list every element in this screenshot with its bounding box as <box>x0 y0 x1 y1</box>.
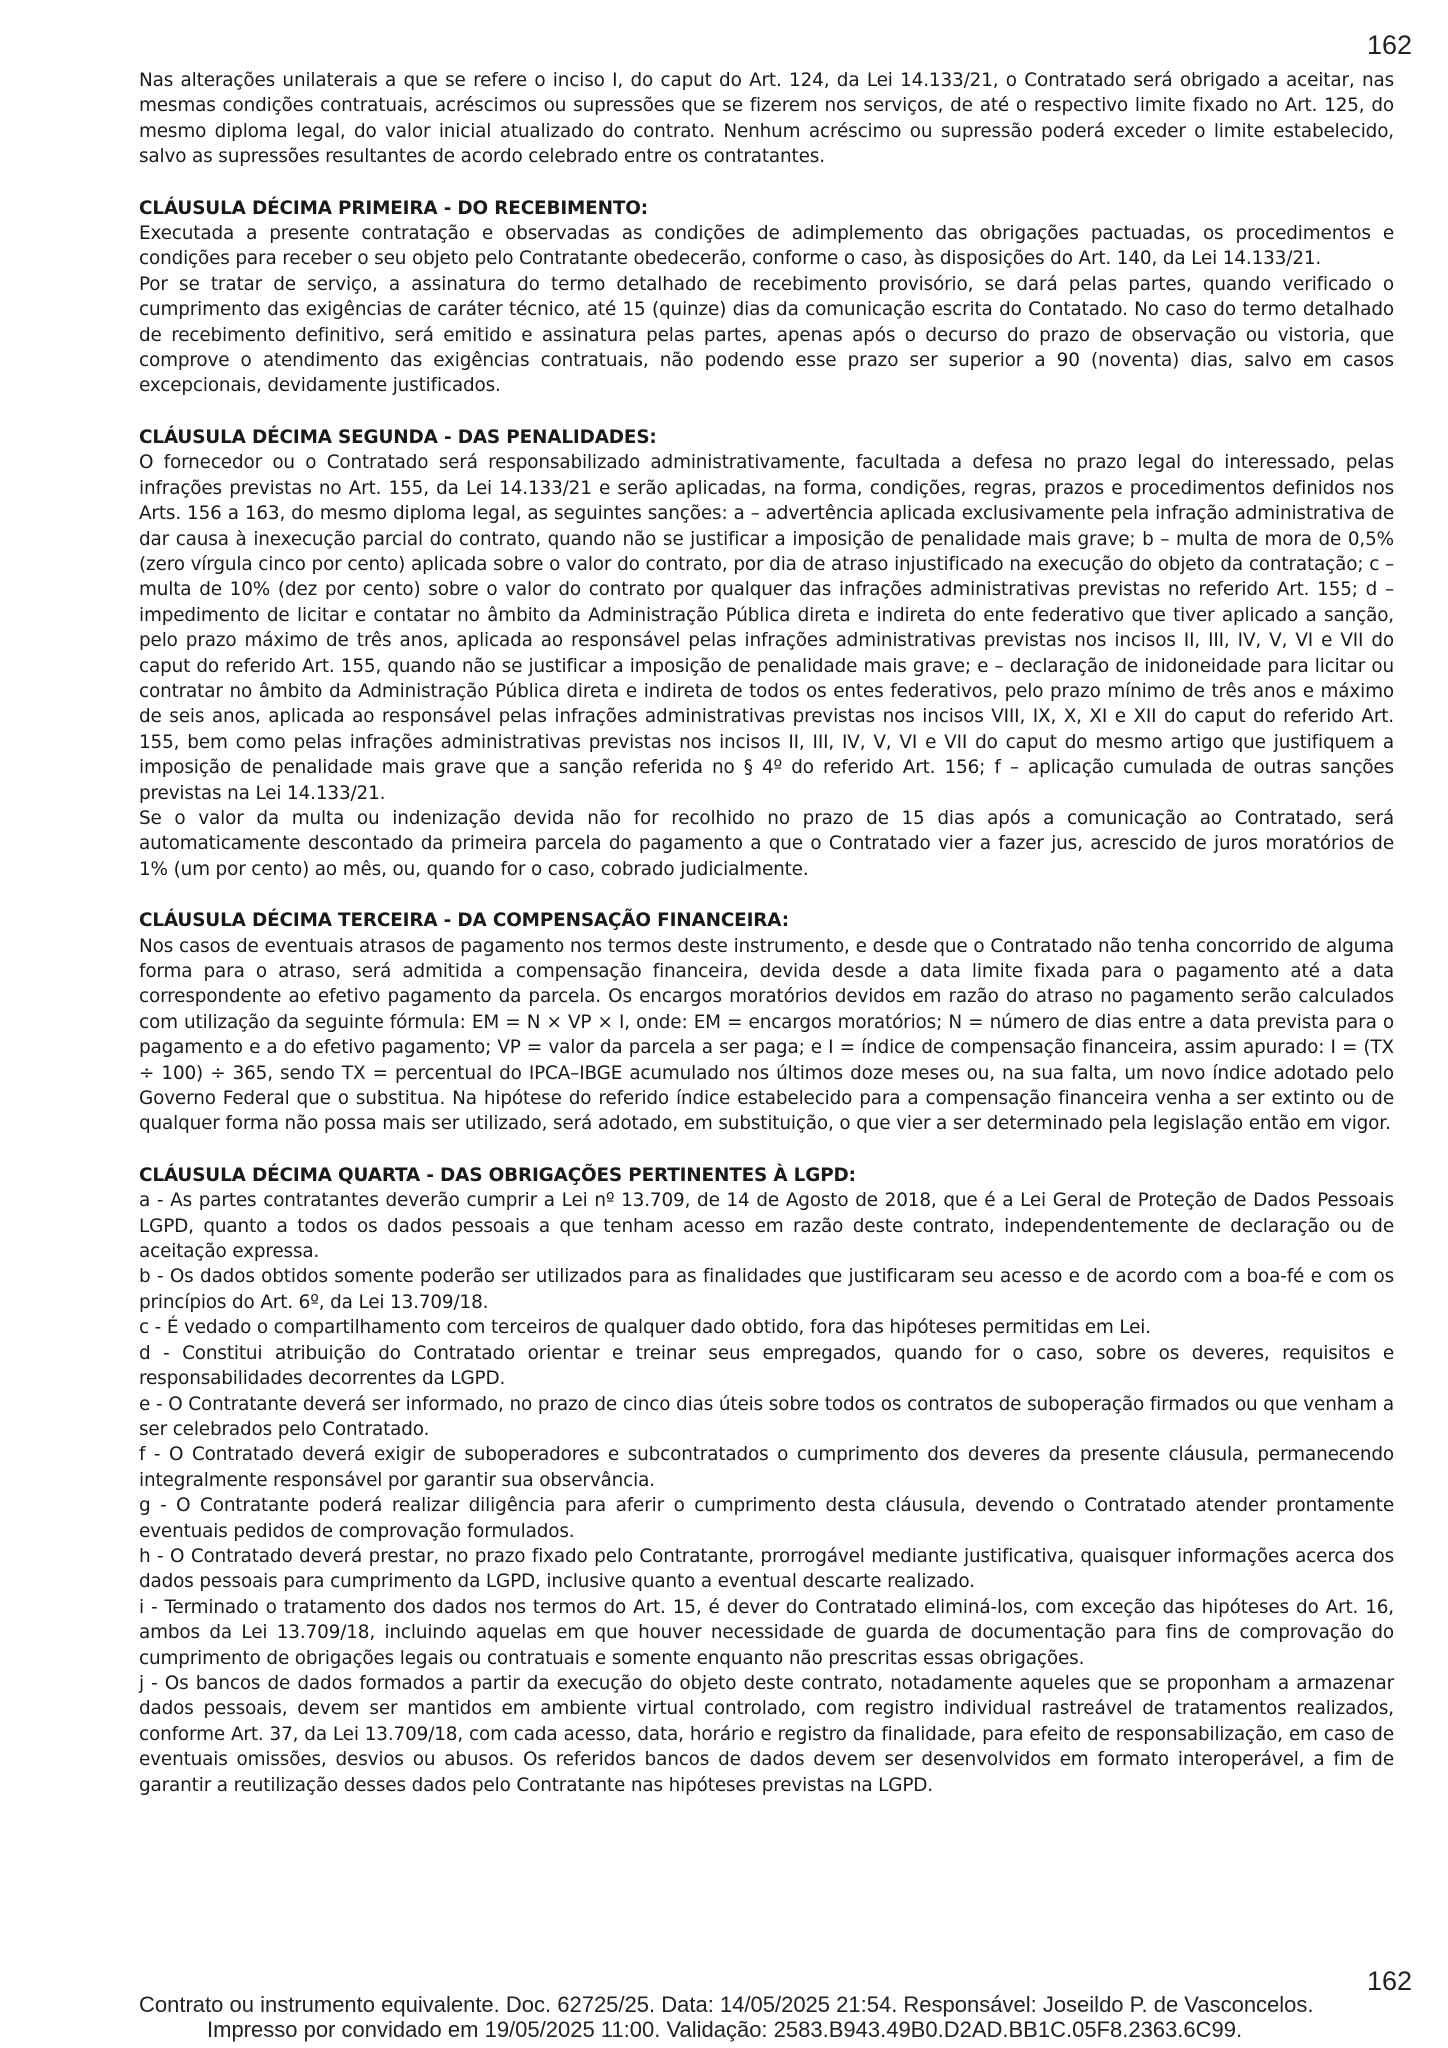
list-item: e - O Contratante deverá ser informado, no prazo de cinco dias úteis sobre todos os contratos de suboperação firmados ou que venham a ser celebrados pelo Contratado. <box>139 1393 1394 1440</box>
footer-validation-info: Impresso por convidado em 19/05/2025 11:00. Validação: 2583.B943.49B0.D2AD.BB1C.05F8.2363.6C99. <box>207 2017 1243 2042</box>
page-number-top: 162 <box>1366 30 1412 60</box>
list-item: a - As partes contratantes deverão cumprir a Lei nº 13.709, de 14 de Agosto de 2018, que é a Lei Geral de Proteção de Dados Pessoais LGPD, quanto a todos os dados pessoais a que tenham acesso em razão deste contrato, independentemente de declaração ou de aceitação expressa. <box>139 1190 1394 1263</box>
section-paragraph: Nos casos de eventuais atrasos de pagamento nos termos deste instrumento, e desde que o Contratado não tenha concorrido de alguma forma para o atraso, será admitida a compensação financeira, devida desde a data limite fixada para o pagamento até a data correspondente ao efetivo pagamento da parcela. Os encargos moratórios devidos em razão do atraso no pagamento serão calculados com utilização da seguinte fórmula: EM = N × VP × I, onde: EM = encargos moratórios; N = número de dias entre a data prevista para o pagamento e a do efetivo pagamento; VP = valor da parcela a ser paga; e I = índice de compensação financeira, assim apurado: I = (TX ÷ 100) ÷ 365, sendo TX = percentual do IPCA–IBGE acumulado nos últimos doze meses ou, na sua falta, um novo índice adotado pelo Governo Federal que o substitua. Na hipótese do referido índice estabelecido para a compensação financeira venha a ser extinto ou de qualquer forma não possa mais ser utilizado, será adotado, em substituição, o que vier a ser determinado pela legislação então em vigor. <box>139 935 1394 1135</box>
section-heading: CLÁUSULA DÉCIMA QUARTA - DAS OBRIGAÇÕES PERTINENTES À LGPD: <box>139 1164 856 1186</box>
section-paragraph: Se o valor da multa ou indenização devida não for recolhido no prazo de 15 dias após a comunicação ao Contratado, será automaticamente descontado da primeira parcela do pagamento a que o Contratado vier a fazer jus, acrescido de juros moratórios de 1% (um por cento) ao mês, ou, quando for o caso, cobrado judicialmente. <box>139 807 1394 880</box>
section-paragraph: Por se tratar de serviço, a assinatura do termo detalhado de recebimento provisório, se dará pelas partes, quando verificado o cumprimento das exigências de caráter técnico, até 15 (quinze) dias da comunicação escrita do Contatado. No caso do termo detalhado de recebimento definitivo, será emitido e assinatura pelas partes, apenas após o decurso do prazo de observação ou vistoria, que comprove o atendimento das exigências contratuais, não podendo esse prazo ser superior a 90 (noventa) dias, salvo em casos excepcionais, devidamente justificados. <box>139 273 1394 397</box>
list-item: h - O Contratado deverá prestar, no prazo fixado pelo Contratante, prorrogável mediante justificativa, quaisquer informações acerca dos dados pessoais para cumprimento da LGPD, inclusive quanto a eventual descarte realizado. <box>139 1545 1394 1593</box>
list-item: d - Constitui atribuição do Contratado orientar e treinar seus empregados, quando for o caso, sobre os deveres, requisitos e responsabilidades decorrentes da LGPD. <box>139 1342 1394 1390</box>
footer-document-info: Contrato ou instrumento equivalente. Doc. 62725/25. Data: 14/05/2025 21:54. Responsável: Joseildo P. de Vasconcelos. <box>139 1992 1314 2017</box>
section-heading: CLÁUSULA DÉCIMA TERCEIRA - DA COMPENSAÇÃO FINANCEIRA: <box>139 910 789 932</box>
section-heading: CLÁUSULA DÉCIMA SEGUNDA - DAS PENALIDADES: <box>139 426 657 448</box>
section-heading: CLÁUSULA DÉCIMA PRIMEIRA - DO RECEBIMENTO: <box>139 197 648 219</box>
document-body <box>139 68 1394 1798</box>
section-compensacao-financeira <box>139 908 1394 1137</box>
section-lgpd <box>139 1163 1394 1798</box>
list-item: j - Os bancos de dados formados a partir da execução do objeto deste contrato, notadamente aqueles que se proponham a armazenar dados pessoais, devem ser mantidos em ambiente virtual controlado, com registro individual rastreável de tratamentos realizados, conforme Art. 37, da Lei 13.709/18, com cada acesso, data, horário e registro da finalidade, para efeito de responsabilização, em caso de eventuais omissões, desvios ou abusos. Os referidos bancos de dados devem ser desenvolvidos em formato interoperável, a fim de garantir a reutilização desses dados pelo Contratante nas hipóteses previstas na LGPD. <box>139 1672 1394 1796</box>
section-penalidades <box>139 425 1394 882</box>
list-item: f - O Contratado deverá exigir de suboperadores e subcontratados o cumprimento dos deveres da presente cláusula, permanecendo integralmente responsável por garantir sua observância. <box>139 1444 1394 1491</box>
list-item: c - É vedado o compartilhamento com terceiros de qualquer dado obtido, fora das hipóteses permitidas em Lei. <box>139 1317 1151 1339</box>
page-number-bottom: 162 <box>1366 1966 1412 1996</box>
list-item: g - O Contratante poderá realizar diligência para aferir o cumprimento desta cláusula, devendo o Contratado atender prontamente eventuais pedidos de comprovação formulados. <box>139 1495 1394 1542</box>
list-item: b - Os dados obtidos somente poderão ser utilizados para as finalidades que justificaram seu acesso e de acordo com a boa-fé e com os princípios do Art. 6º, da Lei 13.709/18. <box>139 1266 1394 1313</box>
intro-paragraph: Nas alterações unilaterais a que se refere o inciso I, do caput do Art. 124, da Lei 14.133/21, o Contratado será obrigado a aceitar, nas mesmas condições contratuais, acréscimos ou supressões que se fizerem nos serviços, de até o respectivo limite fixado no Art. 125, do mesmo diploma legal, do valor inicial atualizado do contrato. Nenhum acréscimo ou supressão poderá exceder o limite estabelecido, salvo as supressões resultantes de acordo celebrado entre os contratantes. <box>139 70 1394 168</box>
list-item: i - Terminado o tratamento dos dados nos termos do Art. 15, é dever do Contratado eliminá-los, com exceção das hipóteses do Art. 16, ambos da Lei 13.709/18, incluindo aquelas em que houver necessidade de guarda de documentação para fins de comprovação do cumprimento de obrigações legais ou contratuais e somente enquanto não prescritas essas obrigações. <box>139 1596 1394 1669</box>
section-paragraph: O fornecedor ou o Contratado será responsabilizado administrativamente, facultada a defesa no prazo legal do interessado, pelas infrações previstas no Art. 155, da Lei 14.133/21 e serão aplicadas, na forma, condições, regras, prazos e procedimentos definidos nos Arts. 156 a 163, do mesmo diploma legal, as seguintes sanções: a – advertência aplicada exclusivamente pela infração administrativa de dar causa à inexecução parcial do contrato, quando não se justificar a imposição de penalidade mais grave; b – multa de mora de 0,5% (zero vírgula cinco por cento) aplicada sobre o valor do contrato, por dia de atraso injustificado na execução do objeto da contratação; c – multa de 10% (dez por cento) sobre o valor do contrato por qualquer das infrações administrativas previstas no referido Art. 155; d – impedimento de licitar e contatar no âmbito da Administração Pública direta e indireta do ente federativo que tiver aplicado a sanção, pelo prazo máximo de três anos, aplicada ao responsável pelas infrações administrativas previstas nos incisos II, III, IV, V, VI e VII do caput do referido Art. 155, quando não se justificar a imposição de penalidade mais grave; e – declaração de inidoneidade para licitar ou contratar no âmbito da Administração Pública direta e indireta de todos os entes federativos, pelo prazo mínimo de três anos e máximo de seis anos, aplicada ao responsável pelas infrações administrativas previstas nos incisos VIII, IX, X, XI e XII do caput do referido Art. 155, bem como pelas infrações administrativas previstas nos incisos II, III, IV, V, VI e VII do caput do mesmo artigo que justifiquem a imposição de penalidade mais grave que a sanção referida no § 4º do referido Art. 156; f – aplicação cumulada de outras sanções previstas na Lei 14.133/21. <box>139 452 1394 804</box>
section-paragraph: Executada a presente contratação e observadas as condições de adimplemento das obrigações pactuadas, os procedimentos e condições para receber o seu objeto pelo Contratante obedecerão, conforme o caso, às disposições do Art. 140, da Lei 14.133/21. <box>139 223 1394 270</box>
section-recebimento <box>139 196 1394 399</box>
